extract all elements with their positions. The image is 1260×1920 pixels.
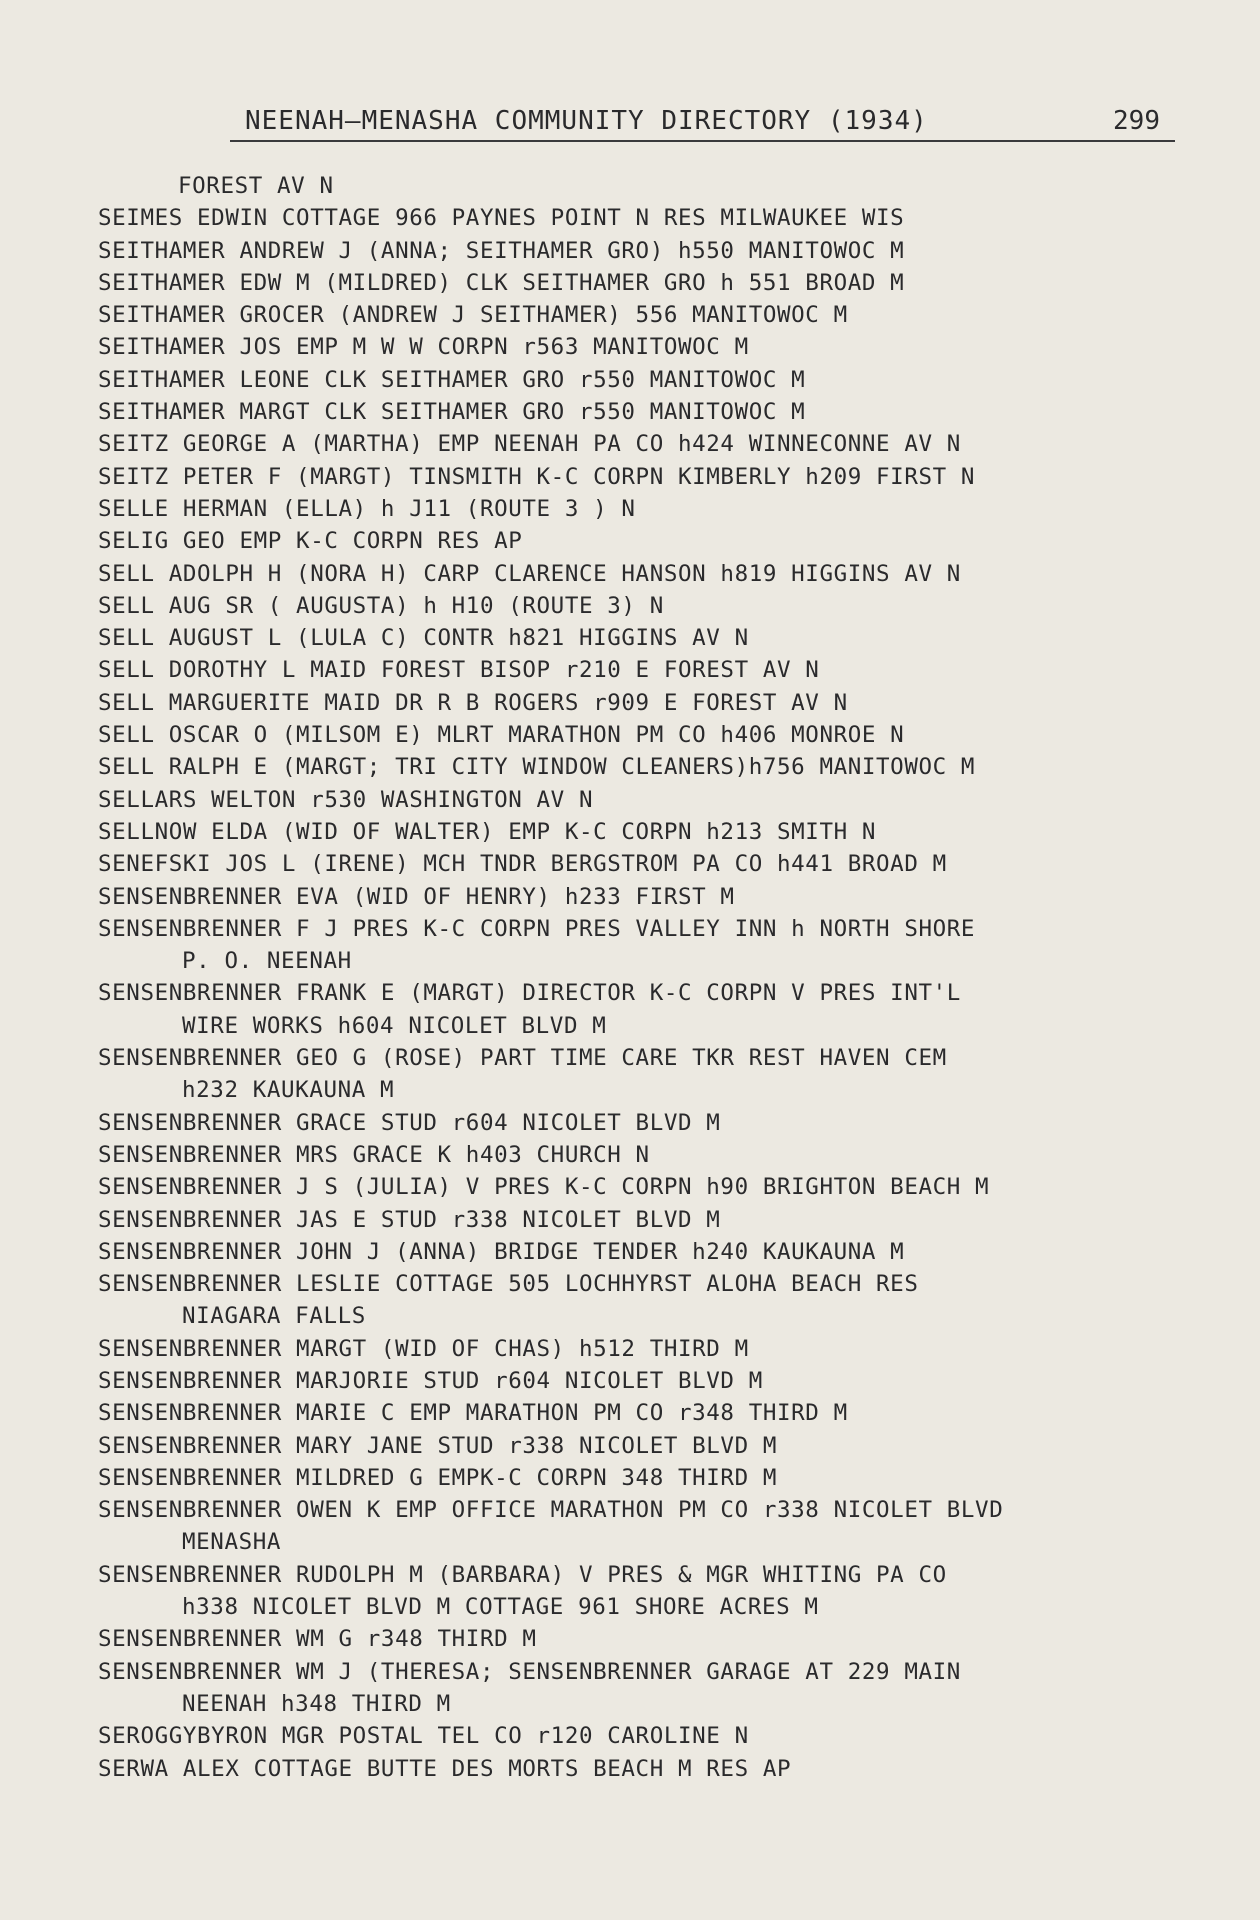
directory-entry: SEITHAMER LEONE CLK SEITHAMER GRO r550 MANITOWOC M [98, 366, 806, 393]
directory-entry: SELLE HERMAN (ELLA) h J11 (ROUTE 3 ) N [98, 495, 636, 522]
directory-entry: SERWA ALEX COTTAGE BUTTE DES MORTS BEACH M RES AP [98, 1755, 792, 1782]
directory-entry: SELL MARGUERITE MAID DR R B ROGERS r909 E FOREST AV N [98, 689, 848, 716]
directory-entries [98, 170, 1238, 1785]
directory-entry: SENSENBRENNER J S (JULIA) V PRES K-C CORPN h90 BRIGHTON BEACH M [98, 1174, 990, 1201]
directory-entry: SENSENBRENNER MARJORIE STUD r604 NICOLET BLVD M [98, 1367, 763, 1394]
directory-entry: SEITHAMER GROCER (ANDREW J SEITHAMER) 556 MANITOWOC M [98, 302, 848, 329]
directory-entry-continuation: P. O. NEENAH [182, 948, 352, 975]
header-rule [230, 140, 1175, 142]
directory-entry: SENSENBRENNER FRANK E (MARGT) DIRECTOR K-C CORPN V PRES INT'L [98, 980, 961, 1007]
page-number: 299 [1113, 106, 1160, 136]
directory-entry: SENSENBRENNER RUDOLPH M (BARBARA) V PRES & MGR WHITING PA CO [98, 1561, 947, 1588]
directory-entry: SEITHAMER ANDREW J (ANNA; SEITHAMER GRO) h550 MANITOWOC M [98, 237, 905, 264]
directory-entry: SENSENBRENNER GEO G (ROSE) PART TIME CARE TKR REST HAVEN CEM [98, 1045, 947, 1072]
directory-entry: SENSENBRENNER MARIE C EMP MARATHON PM CO r348 THIRD M [98, 1400, 848, 1427]
directory-entry: SELL AUG SR ( AUGUSTA) h H10 (ROUTE 3) N [98, 592, 664, 619]
directory-entry-continuation: NIAGARA FALLS [182, 1303, 366, 1330]
directory-entry: SENSENBRENNER F J PRES K-C CORPN PRES VALLEY INN h NORTH SHORE [98, 915, 976, 942]
directory-entry: SELL ADOLPH H (NORA H) CARP CLARENCE HANSON h819 HIGGINS AV N [98, 560, 961, 587]
directory-entry: SENSENBRENNER JOHN J (ANNA) BRIDGE TENDER h240 KAUKAUNA M [98, 1238, 905, 1265]
directory-entry: SENSENBRENNER MILDRED G EMPK-C CORPN 348 THIRD M [98, 1464, 778, 1491]
page-title: NEENAH—MENASHA COMMUNITY DIRECTORY (1934) [245, 106, 928, 136]
page-header [245, 100, 1170, 140]
street-heading: FOREST AV N [178, 173, 334, 199]
directory-entry: SENSENBRENNER MRS GRACE K h403 CHURCH N [98, 1141, 650, 1168]
directory-entry: SENSENBRENNER GRACE STUD r604 NICOLET BLVD M [98, 1109, 721, 1136]
directory-entry-continuation: MENASHA [182, 1529, 282, 1556]
directory-entry: SELLARS WELTON r530 WASHINGTON AV N [98, 786, 594, 813]
directory-entry: SEITHAMER MARGT CLK SEITHAMER GRO r550 MANITOWOC M [98, 399, 806, 426]
directory-entry: SENSENBRENNER EVA (WID OF HENRY) h233 FIRST M [98, 883, 735, 910]
directory-entry: SEIMES EDWIN COTTAGE 966 PAYNES POINT N RES MILWAUKEE WIS [98, 205, 905, 232]
directory-entry: SENSENBRENNER WM J (THERESA; SENSENBRENNER GARAGE AT 229 MAIN [98, 1658, 961, 1685]
directory-entry: SELL OSCAR O (MILSOM E) MLRT MARATHON PM CO h406 MONROE N [98, 722, 905, 749]
directory-entry: SENSENBRENNER OWEN K EMP OFFICE MARATHON PM CO r338 NICOLET BLVD [98, 1497, 1004, 1524]
directory-entry: SELL DOROTHY L MAID FOREST BISOP r210 E FOREST AV N [98, 657, 820, 684]
directory-entry: SENEFSKI JOS L (IRENE) MCH TNDR BERGSTROM PA CO h441 BROAD M [98, 851, 947, 878]
directory-entry: SEITHAMER JOS EMP M W W CORPN r563 MANITOWOC M [98, 334, 749, 361]
directory-entry: SEITZ PETER F (MARGT) TINSMITH K-C CORPN KIMBERLY h209 FIRST N [98, 463, 976, 490]
directory-entry: SEITZ GEORGE A (MARTHA) EMP NEENAH PA CO h424 WINNECONNE AV N [98, 431, 961, 458]
directory-entry: SENSENBRENNER MARGT (WID OF CHAS) h512 THIRD M [98, 1335, 749, 1362]
directory-entry-continuation: NEENAH h348 THIRD M [182, 1690, 451, 1717]
directory-entry: SENSENBRENNER MARY JANE STUD r338 NICOLET BLVD M [98, 1432, 778, 1459]
directory-entry: SEITHAMER EDW M (MILDRED) CLK SEITHAMER GRO h 551 BROAD M [98, 269, 905, 296]
directory-entry: SELL RALPH E (MARGT; TRI CITY WINDOW CLEANERS)h756 MANITOWOC M [98, 754, 976, 781]
directory-entry-continuation: h338 NICOLET BLVD M COTTAGE 961 SHORE ACRES M [182, 1594, 819, 1621]
directory-entry: SENSENBRENNER WM G r348 THIRD M [98, 1626, 537, 1653]
directory-entry-continuation: WIRE WORKS h604 NICOLET BLVD M [182, 1012, 607, 1039]
directory-entry-continuation: h232 KAUKAUNA M [182, 1077, 395, 1104]
directory-entry: SELIG GEO EMP K-C CORPN RES AP [98, 528, 523, 555]
directory-entry: SELL AUGUST L (LULA C) CONTR h821 HIGGINS AV N [98, 625, 749, 652]
directory-entry: SEROGGYBYRON MGR POSTAL TEL CO r120 CAROLINE N [98, 1723, 749, 1750]
directory-entry: SENSENBRENNER LESLIE COTTAGE 505 LOCHHYRST ALOHA BEACH RES [98, 1271, 919, 1298]
directory-entry: SELLNOW ELDA (WID OF WALTER) EMP K-C CORPN h213 SMITH N [98, 818, 877, 845]
directory-entry: SENSENBRENNER JAS E STUD r338 NICOLET BLVD M [98, 1206, 721, 1233]
